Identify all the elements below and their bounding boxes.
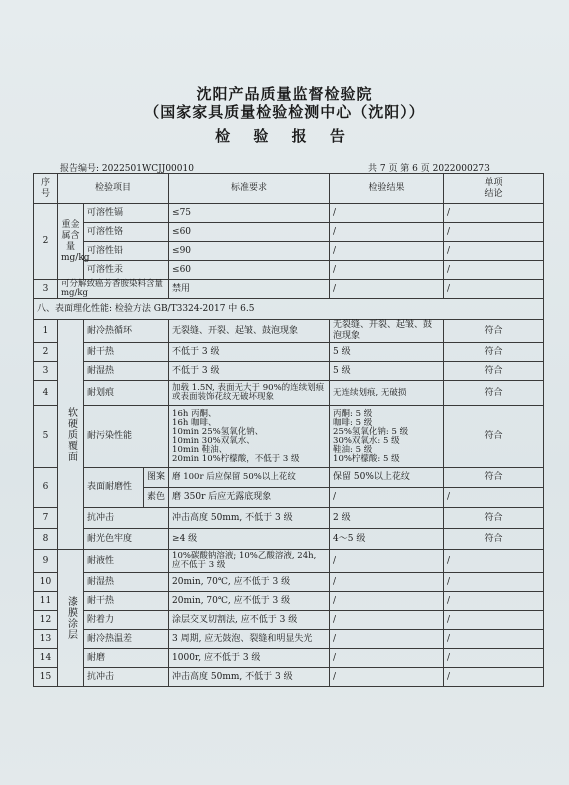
seq-cell: 10 xyxy=(34,573,58,592)
result-cell: 丙酮: 5 级 咖啡: 5 级 25%氢氧化钠: 5 级 30%双氧水: 5 级 鞋油: 5 级 10%柠檬酸: 5 级 xyxy=(330,406,444,468)
seq-cell: 2 xyxy=(34,204,58,280)
result-cell: / xyxy=(330,223,444,242)
seq-cell: 5 xyxy=(34,406,58,468)
item-cell: 耐污染性能 xyxy=(84,406,169,468)
requirement-cell: 10%碳酸钠溶液; 10%乙酸溶液, 24h, 应不低于 3 级 xyxy=(169,550,330,573)
requirement-cell: 20min, 70℃, 应不低于 3 级 xyxy=(169,592,330,611)
col-requirement-header: 标准要求 xyxy=(169,174,330,204)
item-cell: 耐干热 xyxy=(84,592,169,611)
seq-cell: 15 xyxy=(34,668,58,687)
verdict-cell: 符合 xyxy=(444,381,544,406)
result-cell: 5 级 xyxy=(330,343,444,362)
result-cell: / xyxy=(330,280,444,299)
item-cell: 耐冷热温差 xyxy=(84,630,169,649)
heavy-metal-row xyxy=(34,204,544,223)
seq-cell: 8 xyxy=(34,529,58,550)
requirement-cell: 磨 350r 后应无露底现象 xyxy=(169,488,330,508)
verdict-cell: / xyxy=(444,630,544,649)
verdict-cell: / xyxy=(444,592,544,611)
soft-row xyxy=(34,406,544,468)
requirement-cell: 不低于 3 级 xyxy=(169,343,330,362)
paint-row xyxy=(34,630,544,649)
verdict-cell: / xyxy=(444,261,544,280)
inspection-table xyxy=(33,173,544,687)
col-item-header: 检验项目 xyxy=(58,174,169,204)
col-seq-header: 序 号 xyxy=(34,174,58,204)
requirement-cell: 禁用 xyxy=(169,280,330,299)
verdict-cell: 符合 xyxy=(444,468,544,488)
requirement-cell: ≤75 xyxy=(169,204,330,223)
result-cell: / xyxy=(330,488,444,508)
requirement-cell: 不低于 3 级 xyxy=(169,362,330,381)
item-cell: 抗冲击 xyxy=(84,508,169,529)
item-cell: 表面耐磨性 xyxy=(84,468,144,508)
result-cell: / xyxy=(330,573,444,592)
requirement-cell: 冲击高度 50mm, 不低于 3 级 xyxy=(169,668,330,687)
soft-row xyxy=(34,529,544,550)
header-row xyxy=(34,174,544,204)
heavy-metal-row xyxy=(34,223,544,242)
result-cell: 无连续划痕, 无破损 xyxy=(330,381,444,406)
verdict-cell: / xyxy=(444,204,544,223)
soft-row xyxy=(34,508,544,529)
result-cell: 5 级 xyxy=(330,362,444,381)
requirement-cell: 1000r, 应不低于 3 级 xyxy=(169,649,330,668)
seq-cell: 1 xyxy=(34,320,58,343)
result-cell: 2 级 xyxy=(330,508,444,529)
item-cell: 可溶性镉 xyxy=(84,204,169,223)
item-cell: 耐液性 xyxy=(84,550,169,573)
paint-row xyxy=(34,611,544,630)
requirement-cell: 磨 100r 后应保留 50%以上花纹 xyxy=(169,468,330,488)
requirement-cell: 3 周期, 应无鼓泡、裂缝和明显失光 xyxy=(169,630,330,649)
seq-cell: 4 xyxy=(34,381,58,406)
item-cell: 可溶性铬 xyxy=(84,223,169,242)
result-cell: 保留 50%以上花纹 xyxy=(330,468,444,488)
item-cell: 耐湿热 xyxy=(84,573,169,592)
result-cell: / xyxy=(330,668,444,687)
result-cell: / xyxy=(330,261,444,280)
verdict-cell: / xyxy=(444,649,544,668)
item-cell: 耐湿热 xyxy=(84,362,169,381)
requirement-cell: 加载 1.5N, 表面无大于 90%的连续划痕或表面装饰花纹无破坏现象 xyxy=(169,381,330,406)
item-cell: 抗冲击 xyxy=(84,668,169,687)
verdict-cell: / xyxy=(444,668,544,687)
verdict-cell: / xyxy=(444,488,544,508)
verdict-cell: 符合 xyxy=(444,320,544,343)
requirement-cell: ≤60 xyxy=(169,223,330,242)
azo-row xyxy=(34,280,544,299)
requirement-cell: 涂层交叉切割法, 应不低于 3 级 xyxy=(169,611,330,630)
soft-row xyxy=(34,381,544,406)
item-cell: 耐光色牢度 xyxy=(84,529,169,550)
seq-cell: 11 xyxy=(34,592,58,611)
col-verdict-header: 单项 结论 xyxy=(444,174,544,204)
item-cell: 可分解致癌芳香胺染料含量mg/kg xyxy=(58,280,169,299)
heavy-metal-row xyxy=(34,261,544,280)
seq-cell: 3 xyxy=(34,362,58,381)
verdict-cell: 符合 xyxy=(444,508,544,529)
report-title: 检 验 报 告 xyxy=(215,127,354,145)
item-cell: 附着力 xyxy=(84,611,169,630)
verdict-cell: / xyxy=(444,611,544,630)
paint-row xyxy=(34,649,544,668)
paint-row xyxy=(34,668,544,687)
seq-cell: 6 xyxy=(34,468,58,508)
seq-cell: 12 xyxy=(34,611,58,630)
section-title: 八、表面理化性能: 检验方法 GB/T3324-2017 中 6.5 xyxy=(34,299,544,320)
requirement-cell: 20min, 70℃, 应不低于 3 级 xyxy=(169,573,330,592)
requirement-cell: 冲击高度 50mm, 不低于 3 级 xyxy=(169,508,330,529)
seq-cell: 13 xyxy=(34,630,58,649)
section-row xyxy=(34,299,544,320)
report-number: 报告编号: 2022501WCJJ00010 xyxy=(60,164,194,174)
result-cell: / xyxy=(330,592,444,611)
seq-cell: 9 xyxy=(34,550,58,573)
verdict-cell: 符合 xyxy=(444,362,544,381)
item-cell: 可溶性汞 xyxy=(84,261,169,280)
result-cell: / xyxy=(330,611,444,630)
group-cell: 重金属含量 mg/kg xyxy=(58,204,84,280)
item-cell: 耐干热 xyxy=(84,343,169,362)
sub-item-cell: 素色 xyxy=(144,488,169,508)
soft-row xyxy=(34,320,544,343)
institute-name: 沈阳产品质量监督检验院 xyxy=(196,85,373,103)
result-cell: / xyxy=(330,204,444,223)
seq-cell: 3 xyxy=(34,280,58,299)
requirement-cell: ≤60 xyxy=(169,261,330,280)
verdict-cell: / xyxy=(444,573,544,592)
page-info: 共 7 页 第 6 页 2022000273 xyxy=(368,164,490,174)
verdict-cell: / xyxy=(444,550,544,573)
verdict-cell: 符合 xyxy=(444,343,544,362)
result-cell: / xyxy=(330,630,444,649)
requirement-cell: 无裂缝、开裂、起皱、鼓泡现象 xyxy=(169,320,330,343)
soft-row xyxy=(34,343,544,362)
verdict-cell: / xyxy=(444,280,544,299)
item-cell: 耐划痕 xyxy=(84,381,169,406)
result-cell: / xyxy=(330,242,444,261)
item-cell: 可溶性铅 xyxy=(84,242,169,261)
paint-row xyxy=(34,592,544,611)
soft-group-cell xyxy=(58,320,84,550)
verdict-cell: / xyxy=(444,223,544,242)
seq-cell: 7 xyxy=(34,508,58,529)
seq-cell: 2 xyxy=(34,343,58,362)
verdict-cell: 符合 xyxy=(444,406,544,468)
result-cell: / xyxy=(330,550,444,573)
center-name: （国家家具质量检验检测中心（沈阳）） xyxy=(144,103,425,121)
soft-group-cell-label: 软硬质覆面 xyxy=(65,407,77,462)
requirement-cell: ≥4 级 xyxy=(169,529,330,550)
result-cell: 4～5 级 xyxy=(330,529,444,550)
paint-group-cell xyxy=(58,550,84,687)
paint-row xyxy=(34,550,544,573)
item-cell: 耐冷热循环 xyxy=(84,320,169,343)
heavy-metal-row xyxy=(34,242,544,261)
paint-group-cell-label: 漆膜涂层 xyxy=(65,596,77,640)
verdict-cell: 符合 xyxy=(444,529,544,550)
result-cell: 无裂缝、开裂、起皱、鼓泡现象 xyxy=(330,320,444,343)
result-cell: / xyxy=(330,649,444,668)
soft-row xyxy=(34,362,544,381)
requirement-cell: ≤90 xyxy=(169,242,330,261)
wear-row xyxy=(34,468,544,488)
paint-row xyxy=(34,573,544,592)
col-result-header: 检验结果 xyxy=(330,174,444,204)
item-cell: 耐磨 xyxy=(84,649,169,668)
sub-item-cell: 图案 xyxy=(144,468,169,488)
requirement-cell: 16h 丙酮、 16h 咖啡、 10min 25%氢氧化钠、 10min 30%双氧水、 10min 鞋油、 20min 10%柠檬酸，不低于 3 级 xyxy=(169,406,330,468)
verdict-cell: / xyxy=(444,242,544,261)
seq-cell: 14 xyxy=(34,649,58,668)
